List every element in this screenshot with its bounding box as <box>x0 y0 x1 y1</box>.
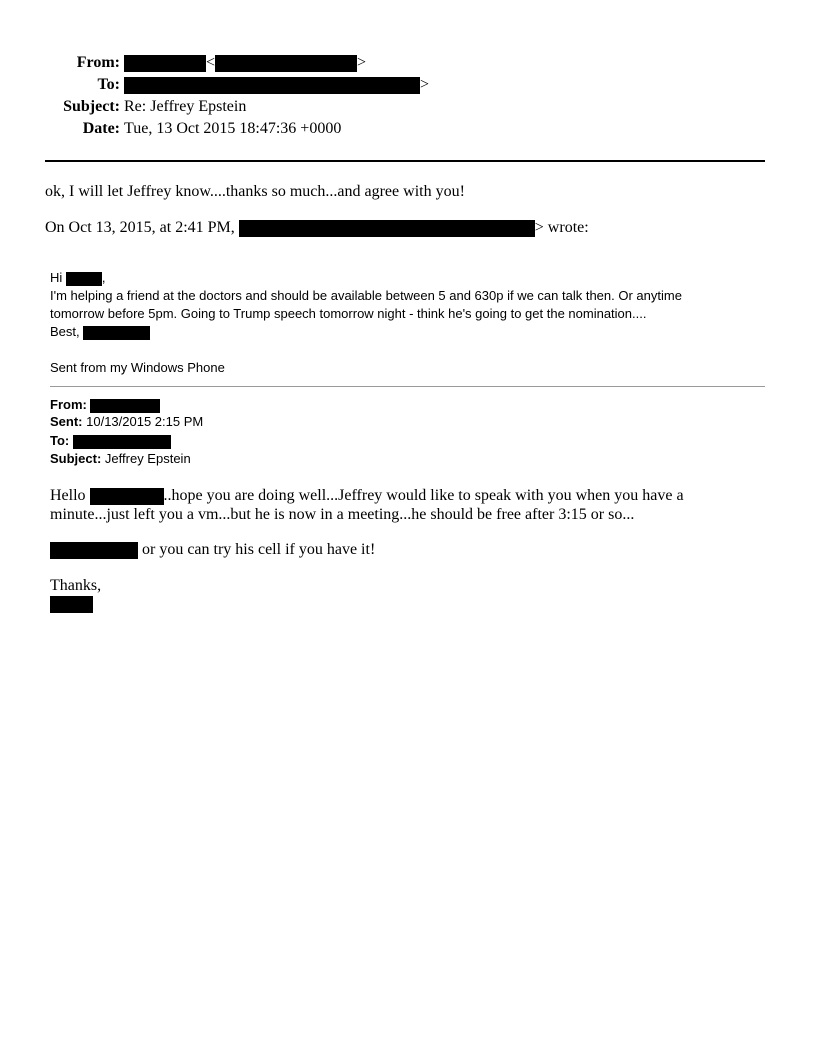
thanks-text: Thanks, <box>50 577 102 594</box>
redacted-block <box>83 326 150 340</box>
orig-sent-value: 10/13/2015 2:15 PM <box>86 414 204 429</box>
orig-sent-label: Sent: <box>50 414 83 429</box>
quoted-line-2: tomorrow before 5pm. Going to Trump speech tomorrow night - think he's going to get the nomination.... <box>50 306 647 321</box>
angle-close: > <box>420 76 430 93</box>
hello-text: Hello <box>50 487 86 504</box>
from-value <box>124 54 366 72</box>
reply-text: ok, I will let Jeffrey know....thanks so much...and agree with you! <box>45 183 465 200</box>
quoted-greeting <box>50 269 106 287</box>
date-label: Date: <box>82 120 120 137</box>
quote-intro-line <box>45 219 589 237</box>
orig-cell-line <box>50 541 375 559</box>
orig-to-label: To: <box>50 433 70 448</box>
cell-text: or you can try his cell if you have it! <box>142 541 376 558</box>
redacted-block <box>50 542 138 559</box>
redacted-block <box>124 55 206 72</box>
angle-open: < <box>206 54 216 71</box>
orig-body-line-2: minute...just left you a vm...but he is now in a meeting...he should be free after 3:15 or so... <box>50 506 635 523</box>
redacted-block <box>50 596 93 613</box>
angle-close: > <box>357 54 367 71</box>
orig-from-label: From: <box>50 397 87 412</box>
from-label: From: <box>76 54 120 71</box>
orig-subject-line <box>50 450 191 468</box>
to-value <box>124 76 429 94</box>
orig-from-line <box>50 396 160 414</box>
orig-sent-line <box>50 413 203 431</box>
quote-intro: On Oct 13, 2015, at 2:41 PM, <box>45 219 235 236</box>
body-line-1-text: ..hope you are doing well...Jeffrey would like to speak with you when you have a <box>163 487 684 504</box>
to-label: To: <box>97 76 120 93</box>
greeting-comma: , <box>101 270 106 285</box>
redacted-block <box>215 55 357 72</box>
redacted-block <box>90 488 164 505</box>
redacted-block <box>66 272 102 286</box>
signoff-text: Best, <box>50 324 80 339</box>
subject-label: Subject: <box>63 98 120 115</box>
quote-wrote: > wrote: <box>534 219 589 236</box>
greeting-text: Hi <box>50 270 63 285</box>
redacted-block <box>90 399 160 413</box>
orig-to-line <box>50 432 171 450</box>
orig-subject-label: Subject: <box>50 451 102 466</box>
quoted-signoff <box>50 323 150 341</box>
quoted-line-1: I'm helping a friend at the doctors and should be available between 5 and 630p if we can talk then. Or anytime <box>50 288 682 303</box>
header-divider <box>45 160 765 162</box>
redacted-block <box>239 220 535 237</box>
redacted-block <box>73 435 171 449</box>
sent-from-line: Sent from my Windows Phone <box>50 360 225 375</box>
orig-body-line-1 <box>50 487 684 505</box>
date-value: Tue, 13 Oct 2015 18:47:36 +0000 <box>124 120 342 137</box>
quote-divider <box>50 386 765 387</box>
orig-subject-value: Jeffrey Epstein <box>104 451 191 466</box>
subject-value: Re: Jeffrey Epstein <box>124 98 247 115</box>
redacted-block <box>124 77 420 94</box>
